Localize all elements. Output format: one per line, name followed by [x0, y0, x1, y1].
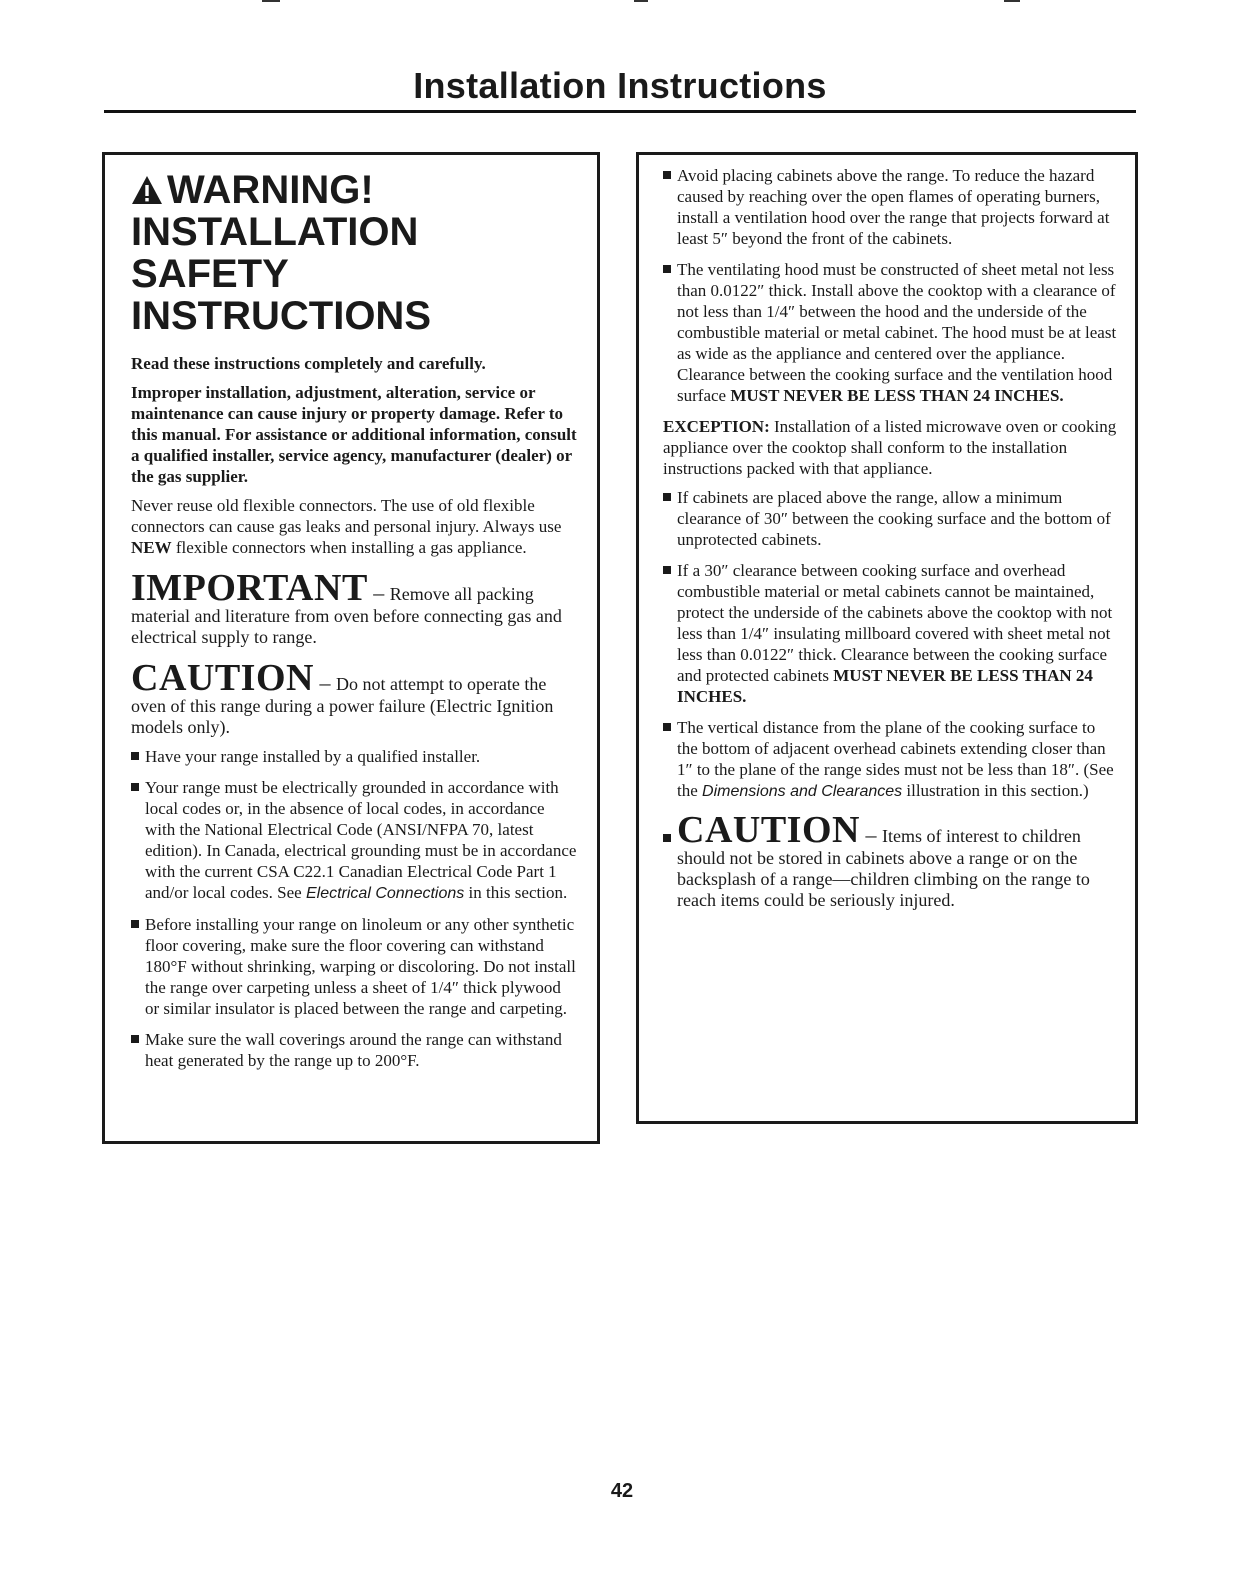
dash: –: [313, 670, 336, 695]
warning-heading: [131, 169, 579, 337]
square-bullet-icon: [131, 1035, 139, 1043]
section-reference: Electrical Connections: [305, 885, 465, 902]
read-notice: Read these instructions completely and carefully.: [131, 354, 486, 373]
text-run: flexible connectors when installing a gas appliance.: [171, 538, 527, 557]
improper-notice: Improper installation, adjustment, alteration, service or maintenance can cause injury or property damage. Refer to this manual. For assistance or additional information, consult a qualified installer, service agency, manufacturer (dealer) or the gas supplier.: [131, 383, 577, 486]
text-run: The vertical distance from the plane of the cooking surface to the bottom of adjacent overhead cabinets extending closer than 1″ to the plane of the range sides must not be less than 18″. (See the: [677, 718, 1114, 800]
heading-line: INSTALLATION SAFETY: [131, 210, 419, 296]
dash: –: [859, 822, 882, 847]
square-bullet-icon: [663, 265, 671, 273]
scan-mark: [1004, 0, 1020, 2]
list-item-text: Have your range installed by a qualified installer.: [145, 747, 481, 766]
exception-label: EXCEPTION:: [663, 417, 770, 436]
dash: –: [367, 580, 390, 605]
text-run-bold: MUST NEVER BE LESS THAN 24 INCHES.: [730, 386, 1064, 405]
list-item: [663, 165, 1119, 249]
square-bullet-icon: [663, 834, 671, 842]
text-run: illustration in this section.): [902, 781, 1089, 800]
safety-warning-box: [102, 152, 600, 1144]
important-word: IMPORTANT: [131, 567, 368, 609]
connectors-notice: [131, 495, 579, 558]
warning-word: WARNING!: [167, 168, 374, 212]
list-item: [131, 777, 579, 904]
list-item: [131, 1029, 579, 1071]
list-item-text: Make sure the wall coverings around the range can withstand heat generated by the range up to 200°F.: [145, 1030, 562, 1070]
caution-text: Do not attempt to operate the oven of this range during a power failure (Electric Ignition models only).: [131, 674, 554, 737]
exception-notice: [663, 416, 1119, 479]
warning-triangle-icon: [131, 175, 163, 205]
heading-line: INSTRUCTIONS: [131, 294, 431, 338]
installation-notes-box: [636, 152, 1138, 1124]
caution-item-text: [677, 809, 1119, 911]
section-reference: Dimensions and Clearances: [702, 783, 903, 800]
caution-word: CAUTION: [131, 657, 314, 699]
square-bullet-icon: [663, 723, 671, 731]
title-rule: [104, 110, 1136, 113]
page-title: Installation Instructions: [413, 65, 827, 106]
square-bullet-icon: [663, 493, 671, 501]
list-item: [663, 560, 1119, 707]
square-bullet-icon: [131, 920, 139, 928]
caution-text: Items of interest to children should not be stored in cabinets above a range or on the backsplash of a range—children climbing on the range to reach items could be seriously injured.: [677, 826, 1090, 910]
list-item-text: Before installing your range on linoleum or any other synthetic floor covering, make sure the floor covering can withstand 180°F without shrinking, warping or discoloring. Do not install the range over carpeting unless a sheet of 1/4″ thick plywood or similar insulator is placed between the range and carpeting.: [145, 915, 576, 1018]
square-bullet-icon: [131, 752, 139, 760]
text-run: in this section.: [464, 883, 568, 902]
list-item: [663, 487, 1119, 550]
list-item: [663, 717, 1119, 802]
list-item: [663, 259, 1119, 406]
caution-notice: [131, 657, 579, 738]
list-item-text: Avoid placing cabinets above the range. To reduce the hazard caused by reaching over the open flames of operating burners, install a ventilation hood over the range that projects forward at least 5″ beyond the front of the cabinets.: [677, 166, 1110, 248]
list-item: [131, 746, 579, 767]
square-bullet-icon: [663, 171, 671, 179]
text-run: If a 30″ clearance between cooking surface and overhead combustible material or metal cabinets cannot be maintained, protect the underside of the cabinets above the cooktop with not less than 1/4″ insulating millboard covered with sheet metal not less than 0.0122″ thick. Clearance between the cooking surface and protected cabinets: [677, 561, 1113, 685]
text-run: Your range must be electrically grounded in accordance with local codes or, in the absence of local codes, in accordance with the National Electrical Code (ANSI/NFPA 70, latest edition). In Canada, electrical grounding must be in accordance with the current CSA C22.1 Canadian Electrical Code Part 1 and/or local codes. See: [145, 778, 577, 902]
list-item-text: [145, 777, 579, 904]
list-item-text: [677, 717, 1119, 802]
list-item: [131, 914, 579, 1019]
text-run: The ventilating hood must be constructed of sheet metal not less than 0.0122″ thick. Install above the cooktop with a clearance of not less than 1/4″ between the hood and the underside of the combustible material or metal cabinet. The hood must be at least as wide as the appliance and centered over the appliance. Clearance between the cooking surface and the ventilation hood surface: [677, 260, 1117, 405]
square-bullet-icon: [663, 566, 671, 574]
important-text: Remove all packing material and literature from oven before connecting gas and electrical supply to range.: [131, 584, 562, 647]
important-notice: [131, 567, 579, 648]
page-number: 42: [610, 1480, 634, 1502]
text-run: Never reuse old flexible connectors. The use of old flexible connectors can cause gas leaks and personal injury. Always use: [131, 496, 562, 536]
caution-word: CAUTION: [677, 809, 860, 851]
scan-mark: [634, 0, 648, 2]
list-item-text: If cabinets are placed above the range, allow a minimum clearance of 30″ between the cooking surface and the bottom of unprotected cabinets.: [677, 488, 1111, 549]
caution-item: [663, 809, 1119, 911]
exception-text: Installation of a listed microwave oven or cooking appliance over the cooktop shall conform to the installation instructions packed with that appliance.: [663, 417, 1117, 478]
text-run-bold: NEW: [131, 538, 172, 557]
square-bullet-icon: [131, 783, 139, 791]
text-run-bold: MUST NEVER BE LESS THAN 24 INCHES.: [677, 666, 1093, 706]
scan-mark: [262, 0, 280, 2]
list-item-text: [677, 259, 1119, 406]
list-item-text: [677, 560, 1119, 707]
